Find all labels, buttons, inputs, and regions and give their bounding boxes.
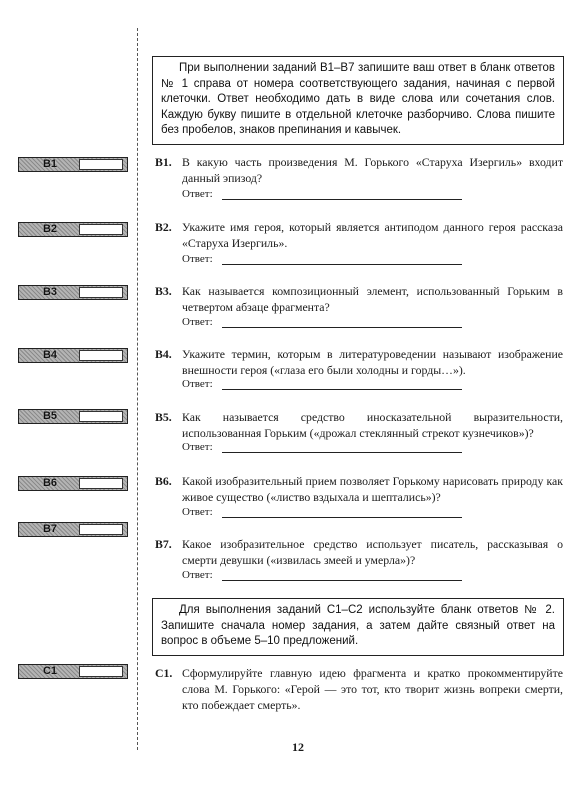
question-number: В4. [155,347,172,361]
answer-underline [222,517,462,518]
question-number: В2. [155,220,172,234]
answer-cell [79,666,123,677]
answer-label: Ответ: [182,441,213,453]
question-number: В7. [155,537,172,551]
answer-tag-b1 [18,157,128,172]
question-number: В6. [155,474,172,488]
answer-underline [222,199,462,200]
answer-cell [79,350,123,361]
question-text: Сформулируйте главную идею фрагмента и кратко прокомментируйте слова М. Горького: «Герой — это тот, кто творит жизнь вопреки смерти, кто побеждает смерть». [182,666,563,712]
answer-line-b2[interactable] [182,253,213,265]
answer-cell [79,524,123,535]
answer-line-b3[interactable] [182,316,213,328]
question-text: В какую часть произведения М. Горького «Старуха Изергиль» входит данный эпизод? [182,155,563,185]
answer-underline [222,580,462,581]
question-b4 [155,346,563,378]
instructions-c-text: Для выполнения заданий С1–С2 используйте бланк ответов № 2. Запишите сначала номер задания, а затем дайте связный ответ на вопрос в объеме 5–10 предложений. [161,604,555,647]
answer-cell [79,287,123,298]
answer-tag-code: В5 [42,410,58,422]
answer-tag-code: В3 [42,286,58,298]
question-text: Укажите имя героя, который является антиподом данного героя рассказа «Старуха Изергиль». [182,220,563,250]
question-text: Какое изобразительное средство использует писатель, рассказывая о смерти девушки («извилась змеей и умерла»)? [182,537,563,567]
answer-label: Ответ: [182,378,213,390]
answer-line-b5[interactable] [182,441,213,453]
answer-tag-b6 [18,476,128,491]
answer-line-b6[interactable] [182,506,213,518]
answer-tag-code: В1 [42,158,58,170]
answer-line-b4[interactable] [182,378,213,390]
question-number: В5. [155,410,172,424]
page-number: 12 [292,740,304,754]
answer-tag-b4 [18,348,128,363]
answer-cell [79,224,123,235]
answer-label: Ответ: [182,188,213,200]
answer-tag-code: В7 [42,523,58,535]
page-margin-line [137,28,138,750]
question-b5 [155,409,563,441]
question-number: В1. [155,155,172,169]
question-number: С1. [155,666,173,680]
question-text: Как называется композиционный элемент, использованный Горьким в четвертом абзаце фрагмента? [182,284,563,314]
answer-line-b1[interactable] [182,188,213,200]
question-b7 [155,536,563,568]
answer-tag-code: В2 [42,223,58,235]
answer-cell [79,478,123,489]
answer-line-b7[interactable] [182,569,213,581]
answer-tag-b7 [18,522,128,537]
question-b1 [155,154,563,186]
question-b2 [155,219,563,251]
instructions-b-box [152,56,564,145]
answer-underline [222,452,462,453]
answer-underline [222,264,462,265]
answer-label: Ответ: [182,569,213,581]
answer-cell [79,411,123,422]
answer-tag-code: В4 [42,349,58,361]
instructions-b-text: При выполнении заданий В1–В7 запишите ваш ответ в бланк ответов № 1 справа от номера соответствующего задания, начиная с первой клеточки. Ответ необходимо дать в виде слова или сочетания слов. Каждую букву пишите в отдельной клеточке разборчиво. Слова пишите без пробелов, знаков препинания и кавычек. [161,62,555,136]
question-text: Какой изобразительный прием позволяет Горькому нарисовать природу как живое существо («листво вздыхала и шептались»)? [182,474,563,504]
answer-underline [222,389,462,390]
question-number: В3. [155,284,172,298]
question-c1 [155,665,563,713]
question-text: Как называется средство иносказательной выразительности, использованная Горьким («дрожал стеклянный стрекот кузнечиков»)? [182,410,563,440]
answer-tag-code: В6 [42,477,58,489]
answer-label: Ответ: [182,316,213,328]
answer-tag-code: С1 [42,665,58,677]
answer-tag-b2 [18,222,128,237]
question-text: Укажите термин, которым в литературоведении называют изображение внешности героя («глаза его были холодны и горды…»). [182,347,563,377]
answer-label: Ответ: [182,506,213,518]
answer-tag-c1 [18,664,128,679]
answer-cell [79,159,123,170]
answer-tag-b5 [18,409,128,424]
answer-tag-b3 [18,285,128,300]
answer-label: Ответ: [182,253,213,265]
instructions-c-box [152,598,564,656]
answer-underline [222,327,462,328]
question-b6 [155,473,563,505]
question-b3 [155,283,563,315]
